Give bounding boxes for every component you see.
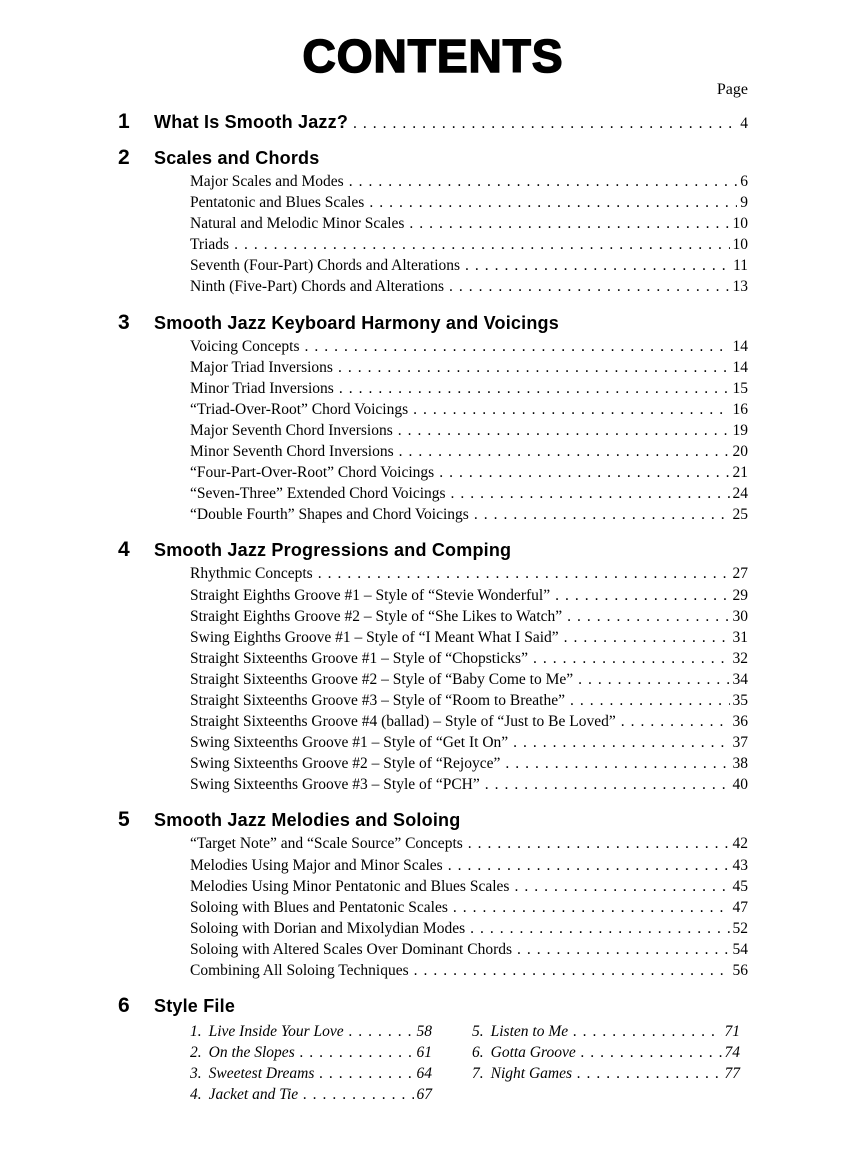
toc-item-title: Swing Sixteenths Groove #1 – Style of “Get It On”: [190, 734, 509, 752]
toc-item-title: Soloing with Dorian and Mixolydian Modes: [190, 919, 466, 937]
chapter-page-number: 4: [740, 115, 748, 132]
toc-item-page: 43: [732, 856, 748, 874]
toc-item-page: 38: [732, 755, 748, 773]
style-file-columns: [190, 1023, 748, 1107]
toc-item-page: 24: [732, 485, 748, 503]
dot-leader: [577, 1065, 722, 1083]
toc-item-title: Minor Triad Inversions: [190, 379, 334, 397]
toc-item-title: Soloing with Altered Scales Over Dominant Chords: [190, 940, 513, 958]
dot-leader: [449, 278, 730, 296]
style-item-page: 61: [416, 1044, 432, 1062]
toc-item-title: Straight Sixteenths Groove #3 – Style of “Room to Breathe”: [190, 691, 565, 709]
style-item-title: Listen to Me: [490, 1023, 569, 1041]
dot-leader: [409, 215, 729, 233]
toc-item-page: 16: [732, 400, 748, 418]
toc-item: [190, 734, 748, 755]
dot-leader: [349, 1023, 414, 1041]
dot-leader: [338, 359, 730, 377]
dot-leader: [485, 776, 730, 794]
toc-item-page: 29: [732, 586, 748, 604]
dot-leader: [470, 920, 729, 938]
toc-item-page: 20: [732, 443, 748, 461]
toc-item: [190, 257, 748, 278]
toc-item: [190, 173, 748, 194]
chapter-block: [118, 312, 748, 528]
toc-item-title: Straight Eighths Groove #1 – Style of “Stevie Wonderful”: [190, 586, 551, 604]
toc-item-title: Straight Sixteenths Groove #4 (ballad) – Style of “Just to Be Loved”: [190, 713, 616, 731]
style-item-number: 6.: [472, 1044, 484, 1062]
chapter-title: Smooth Jazz Keyboard Harmony and Voicings: [154, 312, 559, 333]
chapter-heading: [118, 995, 748, 1017]
toc-item: [190, 443, 748, 464]
dot-leader: [581, 1044, 722, 1062]
style-file-item: [190, 1065, 432, 1086]
chapter-heading: [118, 111, 748, 135]
dot-leader: [305, 338, 730, 356]
toc-item-title: Swing Sixteenths Groove #2 – Style of “Rejoyce”: [190, 755, 501, 773]
toc-item: [190, 278, 748, 299]
toc-item: [190, 920, 748, 941]
toc-item-title: Melodies Using Minor Pentatonic and Blues Scales: [190, 877, 510, 895]
toc-item-title: Melodies Using Major and Minor Scales: [190, 856, 443, 874]
chapter-heading: [118, 312, 748, 334]
chapter-title: What Is Smooth Jazz?: [154, 112, 349, 132]
style-item-page: 77: [724, 1065, 740, 1083]
toc-item-list: [190, 173, 748, 300]
toc-item-title: Soloing with Blues and Pentatonic Scales: [190, 898, 448, 916]
toc-item-page: 32: [732, 649, 748, 667]
toc-item-title: “Double Fourth” Shapes and Chord Voicings: [190, 506, 469, 524]
dot-leader: [513, 734, 729, 752]
style-file-column: [472, 1023, 740, 1107]
toc-item-title: Voicing Concepts: [190, 337, 300, 355]
toc-item-page: 52: [732, 919, 748, 937]
toc-item-title: Major Scales and Modes: [190, 173, 344, 190]
toc-item-page: 10: [732, 236, 748, 254]
dot-leader: [339, 380, 730, 398]
chapter-heading: [118, 147, 748, 169]
toc-item-title: “Triad-Over-Root” Chord Voicings: [190, 400, 409, 418]
toc-item: [190, 671, 748, 692]
toc-item-page: 47: [732, 898, 748, 916]
dot-leader: [505, 755, 729, 773]
dot-leader: [555, 587, 729, 605]
style-item-page: 74: [724, 1044, 740, 1062]
toc-item: [190, 338, 748, 359]
dot-leader: [533, 650, 730, 668]
dot-leader: [517, 941, 729, 959]
dot-leader: [303, 1086, 413, 1104]
toc-item: [190, 194, 748, 215]
toc-item-page: 9: [740, 194, 748, 212]
toc-item-page: 6: [740, 173, 748, 190]
style-item-number: 5.: [472, 1023, 484, 1041]
style-file-item: [472, 1023, 740, 1044]
dot-leader: [398, 422, 730, 440]
toc-item: [190, 215, 748, 236]
chapter-title: Style File: [154, 996, 236, 1017]
toc-item: [190, 587, 748, 608]
toc-item-page: 54: [732, 940, 748, 958]
chapter-block: [118, 995, 748, 1107]
toc-item-page: 56: [732, 962, 748, 979]
toc-item: [190, 835, 748, 856]
style-item-title: Live Inside Your Love: [208, 1023, 344, 1041]
toc-item: [190, 941, 748, 962]
toc-item: [190, 380, 748, 401]
chapter-block: [118, 809, 748, 983]
page-column-label: Page: [716, 81, 748, 98]
chapter-title: Scales and Chords: [154, 148, 320, 168]
toc-item-title: Straight Eighths Groove #2 – Style of “She Likes to Watch”: [190, 607, 563, 625]
toc-item-page: 13: [732, 278, 748, 296]
toc-item: [190, 236, 748, 257]
style-item-title: On the Slopes: [208, 1044, 295, 1062]
dot-leader: [621, 713, 730, 731]
toc-item-page: 30: [732, 607, 748, 625]
toc-item-page: 45: [732, 877, 748, 895]
toc-item-title: Ninth (Five-Part) Chords and Alterations: [190, 278, 444, 296]
dot-leader: [573, 1023, 721, 1041]
dot-leader: [300, 1044, 414, 1062]
style-item-number: 7.: [472, 1065, 484, 1083]
toc-item-page: 40: [732, 776, 748, 794]
dot-leader: [465, 257, 730, 275]
toc-item: [190, 755, 748, 776]
dot-leader: [349, 173, 738, 191]
toc-item: [190, 422, 748, 443]
toc-item-page: 14: [732, 358, 748, 376]
toc-item: [190, 650, 748, 671]
style-item-number: 1.: [190, 1023, 202, 1041]
toc-chapters: [118, 111, 748, 1107]
toc-item-title: Pentatonic and Blues Scales: [190, 194, 365, 212]
toc-item-title: “Target Note” and “Scale Source” Concepts: [190, 835, 463, 853]
dot-leader: [570, 692, 730, 710]
style-file-item: [472, 1044, 740, 1065]
toc-item-page: 14: [732, 337, 748, 355]
toc-item: [190, 629, 748, 650]
style-file-item: [190, 1044, 432, 1065]
dot-leader: [369, 194, 737, 212]
dot-leader: [439, 464, 729, 482]
chapter-number: 6: [118, 994, 130, 1018]
style-item-number: 4.: [190, 1086, 202, 1104]
style-item-page: 67: [416, 1086, 432, 1104]
dot-leader: [578, 671, 729, 689]
style-item-title: Night Games: [490, 1065, 572, 1083]
toc-item: [190, 713, 748, 734]
dot-leader: [514, 878, 729, 896]
chapter-block: [118, 147, 748, 300]
toc-item: [190, 692, 748, 713]
style-item-page: 64: [416, 1065, 432, 1083]
toc-item-page: 34: [732, 670, 748, 688]
toc-item: [190, 776, 748, 797]
dot-leader: [353, 113, 737, 135]
toc-item-title: Straight Sixteenths Groove #2 – Style of “Baby Come to Me”: [190, 670, 574, 688]
toc-item: [190, 962, 748, 983]
toc-item-title: Swing Sixteenths Groove #3 – Style of “PCH”: [190, 776, 480, 794]
chapter-title: Smooth Jazz Progressions and Comping: [154, 540, 512, 561]
style-file-item: [472, 1065, 740, 1086]
toc-item: [190, 878, 748, 899]
page-title: CONTENTS: [302, 30, 564, 82]
toc-item-list: [190, 338, 748, 528]
toc-item-title: Swing Eighths Groove #1 – Style of “I Meant What I Said”: [190, 628, 559, 646]
chapter-heading: [118, 539, 748, 561]
toc-item-title: “Seven-Three” Extended Chord Voicings: [190, 485, 446, 503]
toc-item-title: Minor Seventh Chord Inversions: [190, 443, 394, 461]
style-item-number: 2.: [190, 1044, 202, 1062]
toc-item: [190, 464, 748, 485]
toc-item-page: 15: [732, 379, 748, 397]
dot-leader: [414, 962, 730, 980]
style-file-item: [190, 1023, 432, 1044]
chapter-number: 3: [118, 310, 130, 334]
toc-item-page: 21: [732, 464, 748, 482]
toc-item-page: 27: [732, 565, 748, 583]
toc-item-title: Combining All Soloing Techniques: [190, 962, 409, 979]
toc-item-title: Triads: [190, 236, 230, 254]
toc-item-list: [190, 565, 748, 797]
style-item-title: Sweetest Dreams: [208, 1065, 315, 1083]
toc-item-title: Natural and Melodic Minor Scales: [190, 215, 405, 233]
dot-leader: [451, 485, 730, 503]
style-file-item: [190, 1086, 432, 1107]
chapter-number: 4: [118, 538, 130, 562]
style-item-page: 71: [724, 1023, 740, 1041]
dot-leader: [399, 443, 730, 461]
toc-item-list: [190, 835, 748, 983]
toc-item-page: 42: [732, 835, 748, 853]
dot-leader: [567, 608, 729, 626]
dot-leader: [318, 565, 730, 583]
dot-leader: [234, 236, 729, 254]
toc-item-title: Major Triad Inversions: [190, 358, 333, 376]
toc-item-title: Straight Sixteenths Groove #1 – Style of “Chopsticks”: [190, 649, 528, 667]
toc-item-page: 35: [732, 691, 748, 709]
style-item-title: Jacket and Tie: [208, 1086, 299, 1104]
toc-item: [190, 485, 748, 506]
toc-item: [190, 506, 748, 527]
dot-leader: [453, 899, 730, 917]
style-file-column: [190, 1023, 432, 1107]
toc-item: [190, 899, 748, 920]
toc-item: [190, 857, 748, 878]
toc-item-title: Major Seventh Chord Inversions: [190, 421, 393, 439]
toc-item-page: 25: [732, 506, 748, 524]
chapter-heading: [118, 809, 748, 831]
toc-item: [190, 565, 748, 586]
toc-item-page: 36: [732, 713, 748, 731]
toc-item-page: 11: [733, 257, 748, 275]
dot-leader: [319, 1065, 413, 1083]
toc-item-page: 10: [732, 215, 748, 233]
style-item-number: 3.: [190, 1065, 202, 1083]
toc-item: [190, 608, 748, 629]
style-item-title: Gotta Groove: [490, 1044, 576, 1062]
chapter-block: [118, 111, 748, 135]
chapter-number: 2: [118, 146, 130, 169]
toc-item: [190, 401, 748, 422]
style-item-page: 58: [416, 1023, 432, 1041]
toc-item-page: 31: [732, 628, 748, 646]
dot-leader: [474, 506, 730, 524]
dot-leader: [564, 629, 730, 647]
toc-item-title: “Four-Part-Over-Root” Chord Voicings: [190, 464, 435, 482]
chapter-block: [118, 539, 748, 797]
toc-item-page: 37: [732, 734, 748, 752]
toc-item-title: Rhythmic Concepts: [190, 565, 313, 583]
toc-item-page: 19: [732, 421, 748, 439]
dot-leader: [468, 835, 730, 853]
dot-leader: [448, 857, 730, 875]
chapter-number: 1: [118, 110, 130, 133]
chapter-number: 5: [118, 808, 130, 832]
chapter-title: Smooth Jazz Melodies and Soloing: [154, 810, 461, 831]
toc-item: [190, 359, 748, 380]
dot-leader: [413, 401, 729, 419]
toc-item-title: Seventh (Four-Part) Chords and Alterations: [190, 257, 461, 275]
